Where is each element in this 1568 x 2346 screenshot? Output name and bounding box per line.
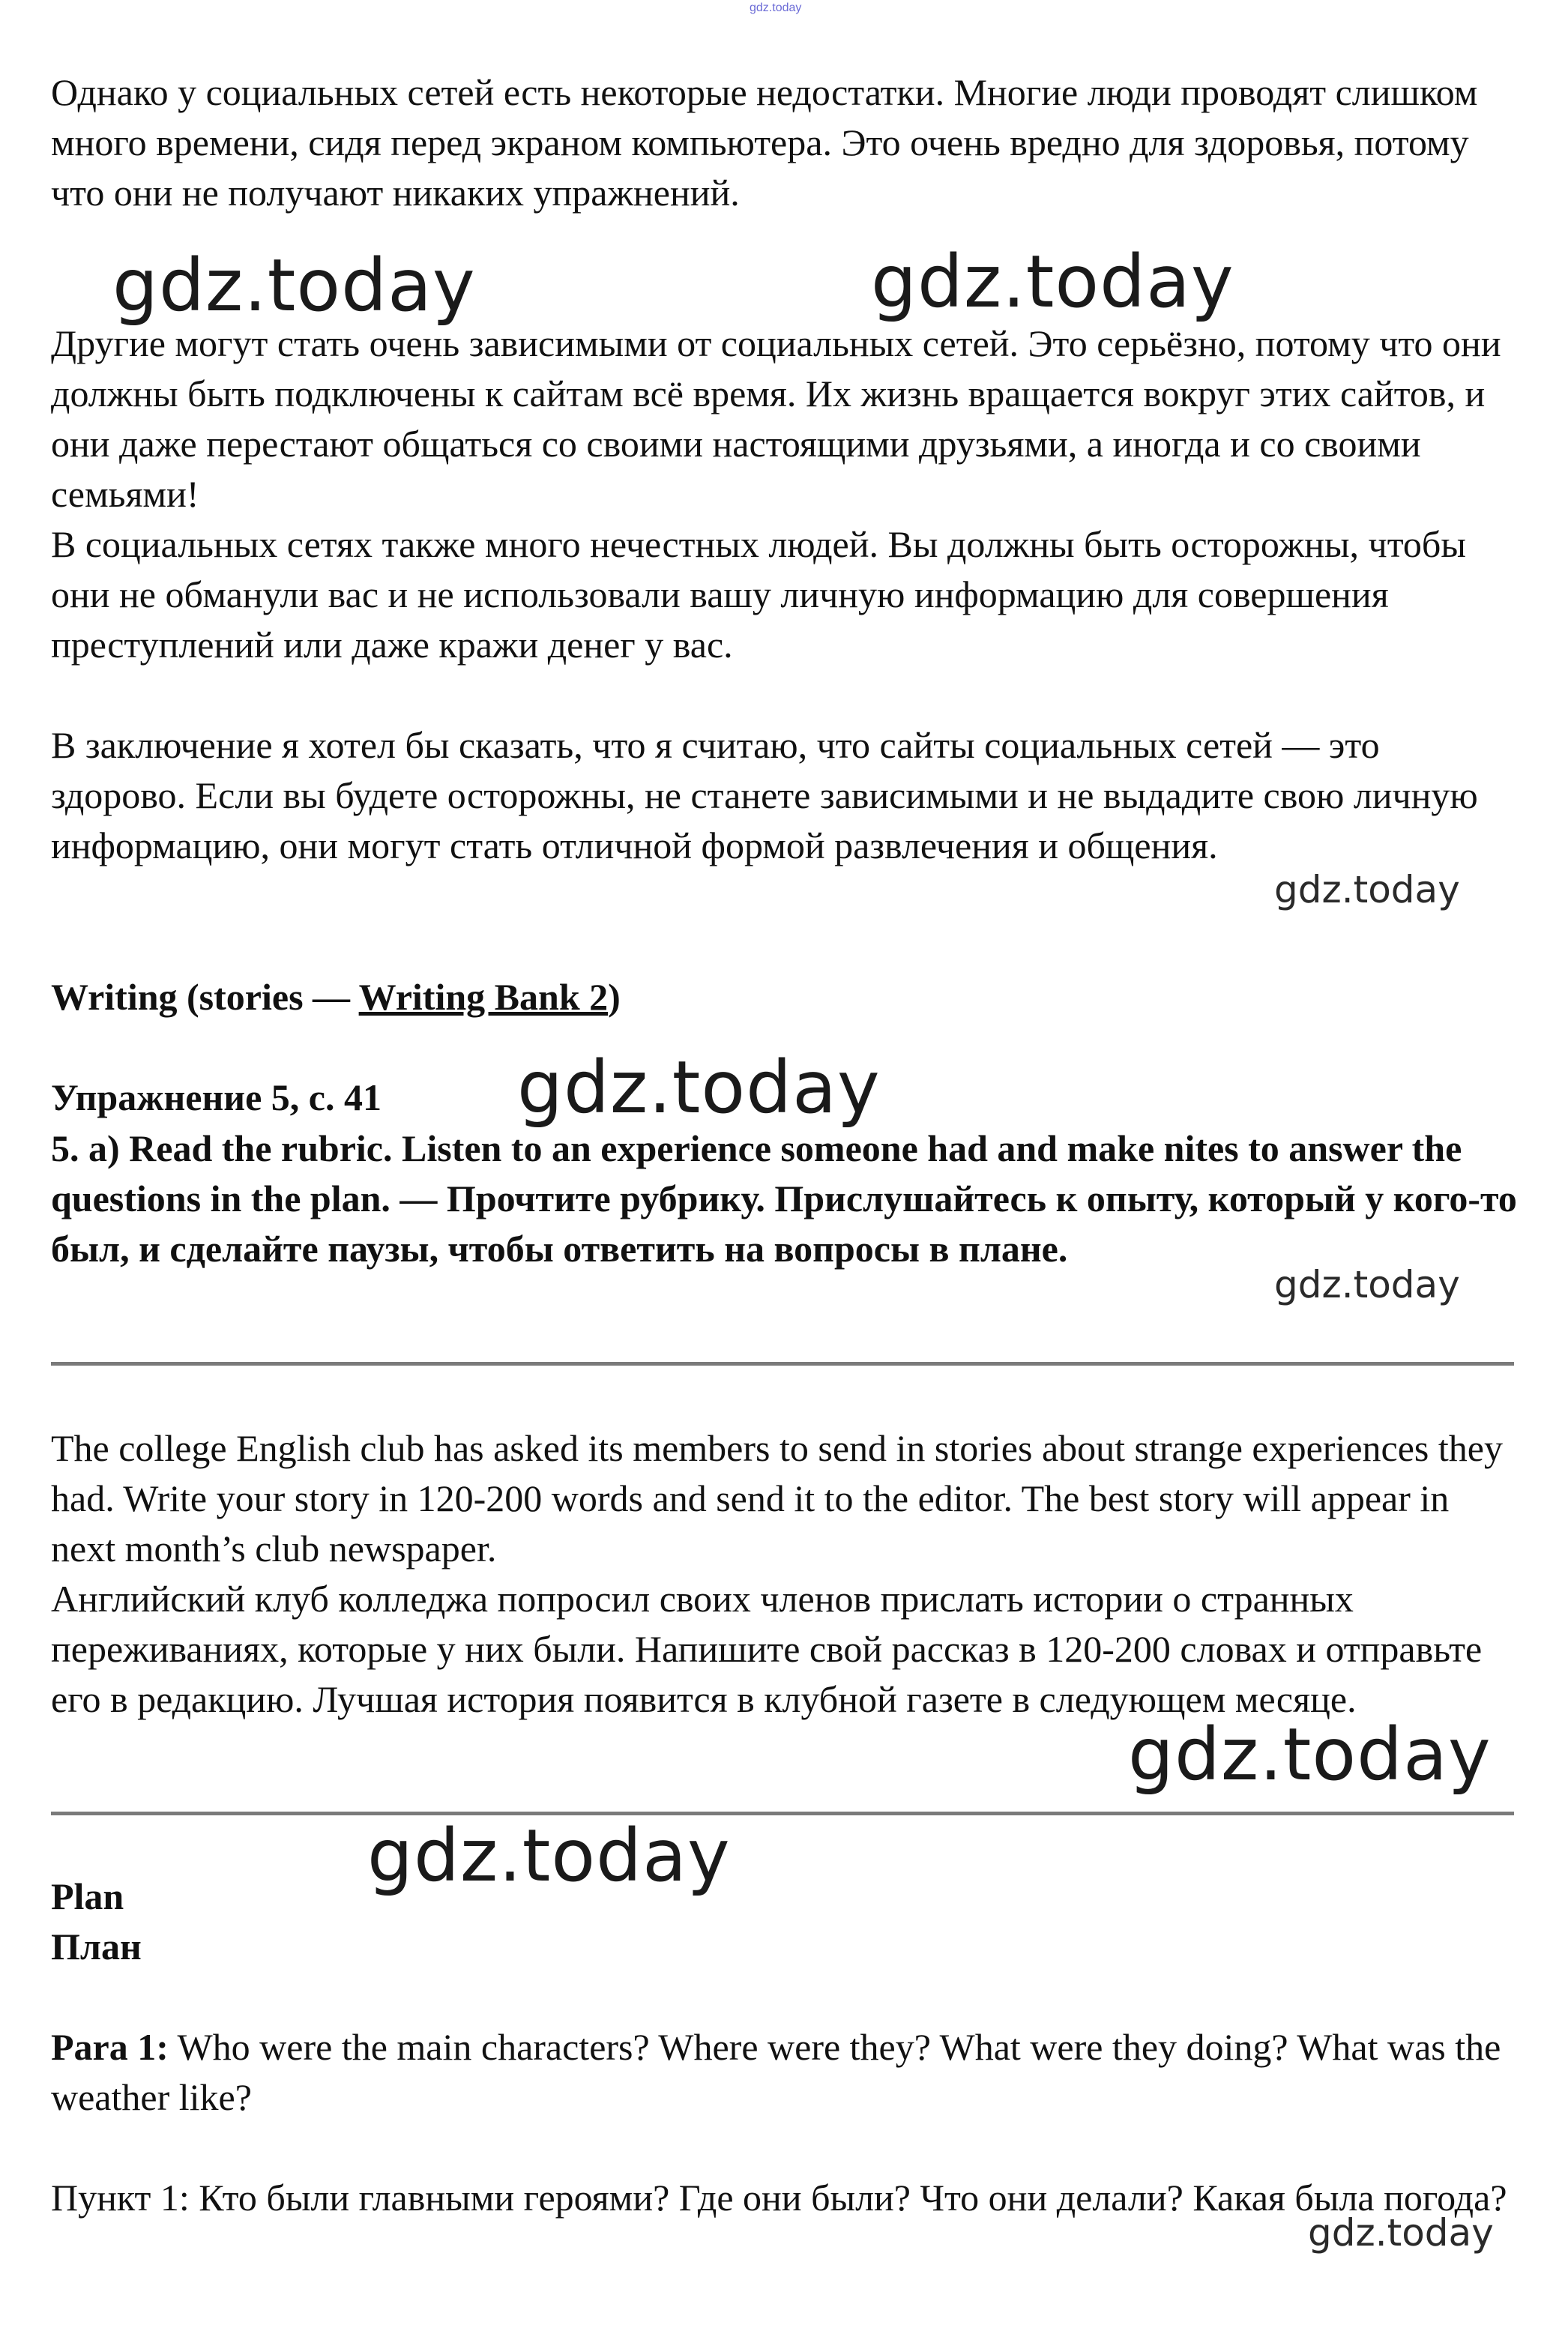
section-heading-suffix: ) [608,976,621,1018]
rubric-english-text: The college English club has asked its members to send in stories about strange experiences they had. Write your story in 120-200 words and send it to the editor. The best story will appear in next month’s club newspaper. [51,1427,1503,1569]
watermark: gdz.today [871,240,1234,324]
intro-paragraph-2 [51,319,1520,519]
watermark: gdz.today [112,244,476,328]
divider-bottom [51,1812,1514,1815]
paragraph-text: В социальных сетях также много нечестных людей. Вы должны быть осторожны, чтобы они не обманули вас и не использовали вашу личную информацию для совершения преступлений или даже кражи денег у вас. [51,523,1466,666]
rubric-russian [51,1574,1520,1725]
exercise-heading-text: Упражнение 5, с. 41 [51,1076,382,1118]
watermark: gdz.today [517,1046,881,1130]
paragraph-text: Однако у социальных сетей есть некоторые недостатки. Многие люди проводят слишком много времени, сидя перед экраном компьютера. Это очень вредно для здоровья, потому что они не получают никаких упражнений. [51,71,1478,214]
paragraph-text: В заключение я хотел бы сказать, что я считаю, что сайты социальных сетей — это здорово. Если вы будете осторожны, не станете зависимыми и не выдадите свою личную информацию, они могут стать отличной формой развлечения и общения. [51,724,1478,866]
plan-title-en-text: Plan [51,1875,124,1917]
section-heading-text [51,972,1520,1022]
section-heading-prefix: Writing (stories — [51,976,359,1018]
plan-para-1-question: Who were the main characters? Where were they? What were they doing? What was the weather like? [51,2026,1501,2118]
watermark: gdz.today [1274,868,1460,911]
rubric-english [51,1423,1520,1574]
header-mark: gdz.today [750,1,802,14]
plan-para-1 [51,2022,1520,2123]
plan-title-ru [51,1922,1520,1972]
watermark: gdz.today [1308,2211,1494,2255]
rubric-russian-text: Английский клуб колледжа попросил своих членов прислать истории о странных переживаниях, которые у них были. Напишите свой рассказ в 120-200 словах и отправьте его в редакцию. Лучшая история появится в клубной газете в следующем месяце. [51,1578,1483,1720]
task-text [51,1124,1520,1274]
plan-para-1-ru [51,2173,1520,2223]
writing-bank-link[interactable]: Writing Bank 2 [358,976,609,1018]
plan-para-1-ru-text: Пункт 1: Кто были главными героями? Где они были? Что они делали? Какая была погода? [51,2177,1507,2219]
plan-para-1-text [51,2022,1520,2123]
plan-title-ru-text: План [51,1926,142,1967]
intro-paragraph-1 [51,67,1520,218]
task-text-body: 5. a) Read the rubric. Listen to an experience someone had and make nites to answer the questions in the plan. — Прочтите рубрику. Прислушайтесь к опыту, который у кого-то был, и сделайте паузы, чтобы ответить на вопросы в плане. [51,1127,1517,1270]
paragraph-text: Другие могут стать очень зависимыми от социальных сетей. Это серьёзно, потому что они должны быть подключены к сайтам всё время. Их жизнь вращается вокруг этих сайтов, и они даже перестают общаться со своими настоящими друзьями, а иногда и со своими семьями! [51,322,1501,515]
watermark: gdz.today [1274,1263,1460,1306]
intro-paragraph-3 [51,519,1520,670]
watermark: gdz.today [1128,1713,1492,1797]
plan-para-1-label: Para 1: [51,2026,169,2068]
section-heading [51,972,1520,1022]
intro-paragraph-4 [51,720,1520,871]
watermark: gdz.today [367,1814,731,1898]
plan-title-en [51,1872,1520,1922]
divider-top [51,1362,1514,1366]
